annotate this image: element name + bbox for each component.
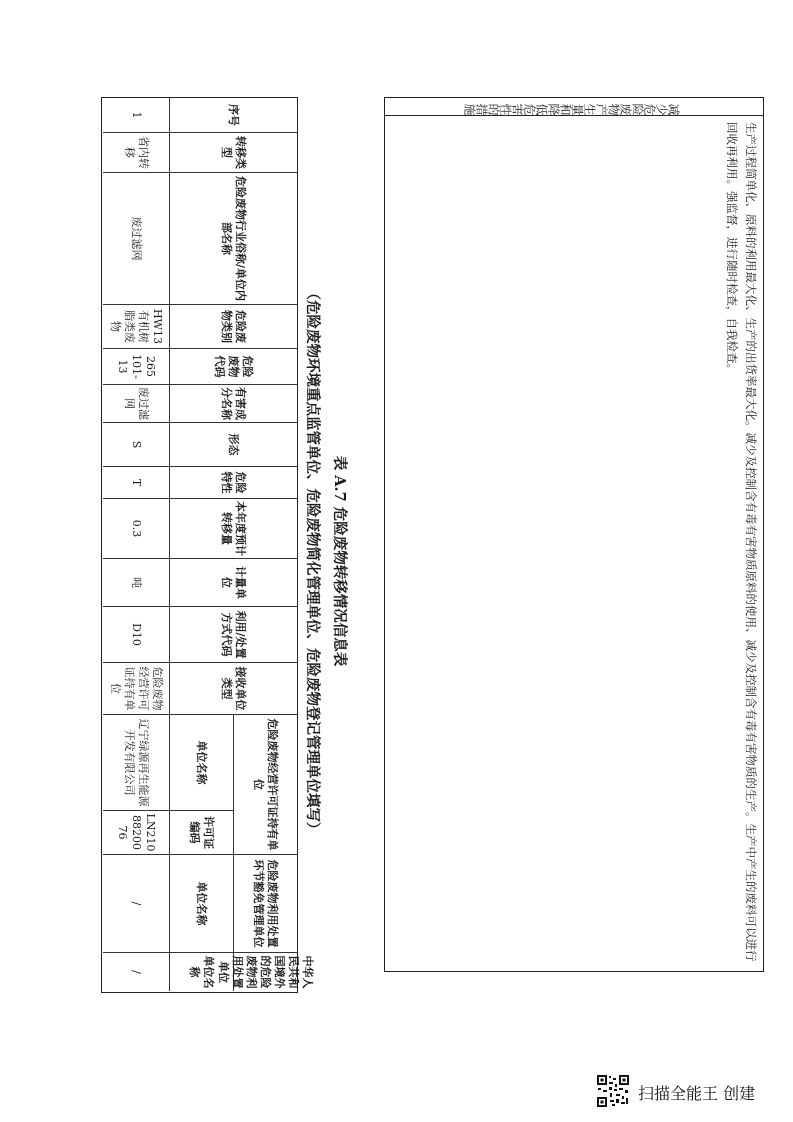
cell-unit: 吨 — [103, 559, 169, 607]
header-transfer-type: 转移类型 — [169, 133, 297, 173]
cell-overseas-name: / — [130, 970, 143, 974]
header-overseas-group: 中华人民共和国境外的危险废物利用处置单位 — [233, 953, 297, 991]
cell-planned-amount: 0.3 — [103, 499, 169, 559]
header-unit: 计量单位 — [169, 559, 297, 607]
cell-transfer-type: 省内转移 — [103, 133, 169, 173]
measures-label: 减少危险废物产生量和降低危害性的措施 — [385, 98, 763, 116]
cell-receiver-type: 危险废物经营许可证持有单位 — [103, 663, 169, 715]
header-form: 形态 — [169, 423, 297, 467]
scanner-watermark — [596, 1072, 781, 1112]
cell-disposal-code: D10 — [103, 607, 169, 663]
measures-text: 生产过程简单化、原料的利用最大化、生产的出货率最大化。减少及控制含有毒有害物质原料的使用、减少及控制含有毒有害物质的生产。生产中产生的废料可以进行回收再利用。强监督，进行随时检查，自我检查。 — [725, 122, 758, 962]
scanner-brand-text: 扫描全能王 创建 — [638, 1084, 756, 1103]
header-overseas-name: 单位名称 — [169, 953, 233, 991]
header-disposal-code: 利用/处置方式代码 — [169, 607, 297, 663]
header-planned-amount: 本年度预计转移量 — [169, 499, 297, 559]
cell-license-holder-name: 辽宁绿源再生能源开发有限公司 — [103, 715, 169, 811]
header-hazardous-component: 有害成分名称 — [169, 385, 297, 423]
measures-box — [384, 97, 764, 972]
table-subtitle: （危险废物环境重点监管单位、危险废物简化管理单位、危险废物登记管理单位填写） — [304, 285, 321, 837]
qr-code-icon — [596, 1074, 630, 1108]
header-exempt-group: 危险废物利用处置环节豁免管理单位 — [233, 855, 297, 953]
header-seq: 序号 — [169, 98, 297, 133]
cell-hazardous-component: 废过滤网 — [103, 385, 169, 423]
cell-form: S — [103, 423, 169, 467]
cell-characteristic: T — [103, 467, 169, 499]
header-code: 危险废物代码 — [169, 349, 297, 385]
cell-license-no: LN210 88200 76 — [103, 811, 169, 855]
cell-name: 废过滤网 — [103, 173, 169, 305]
cell-seq: 1 — [103, 98, 169, 133]
header-receiver-type: 接收单位类型 — [169, 663, 297, 715]
header-category: 危险废物类别 — [169, 305, 297, 349]
header-name: 危险废物行业俗称/单位内部名称 — [169, 173, 297, 305]
cell-category: HW13 有机树脂类废物 — [103, 305, 169, 349]
cell-exempt-name: / — [103, 855, 169, 953]
table-title: 表 A.7 危险废物转移情况信息表 — [331, 455, 348, 667]
header-exempt-name: 单位名称 — [169, 855, 233, 953]
cell-code: 265 101-13 — [103, 349, 169, 385]
header-license-holder-name: 单位名称 — [169, 715, 233, 811]
header-license-no: 许可证编码 — [169, 811, 233, 855]
header-license-holder-group: 危险废物经营许可证持有单位 — [233, 715, 297, 855]
header-characteristic: 危险特性 — [169, 467, 297, 499]
